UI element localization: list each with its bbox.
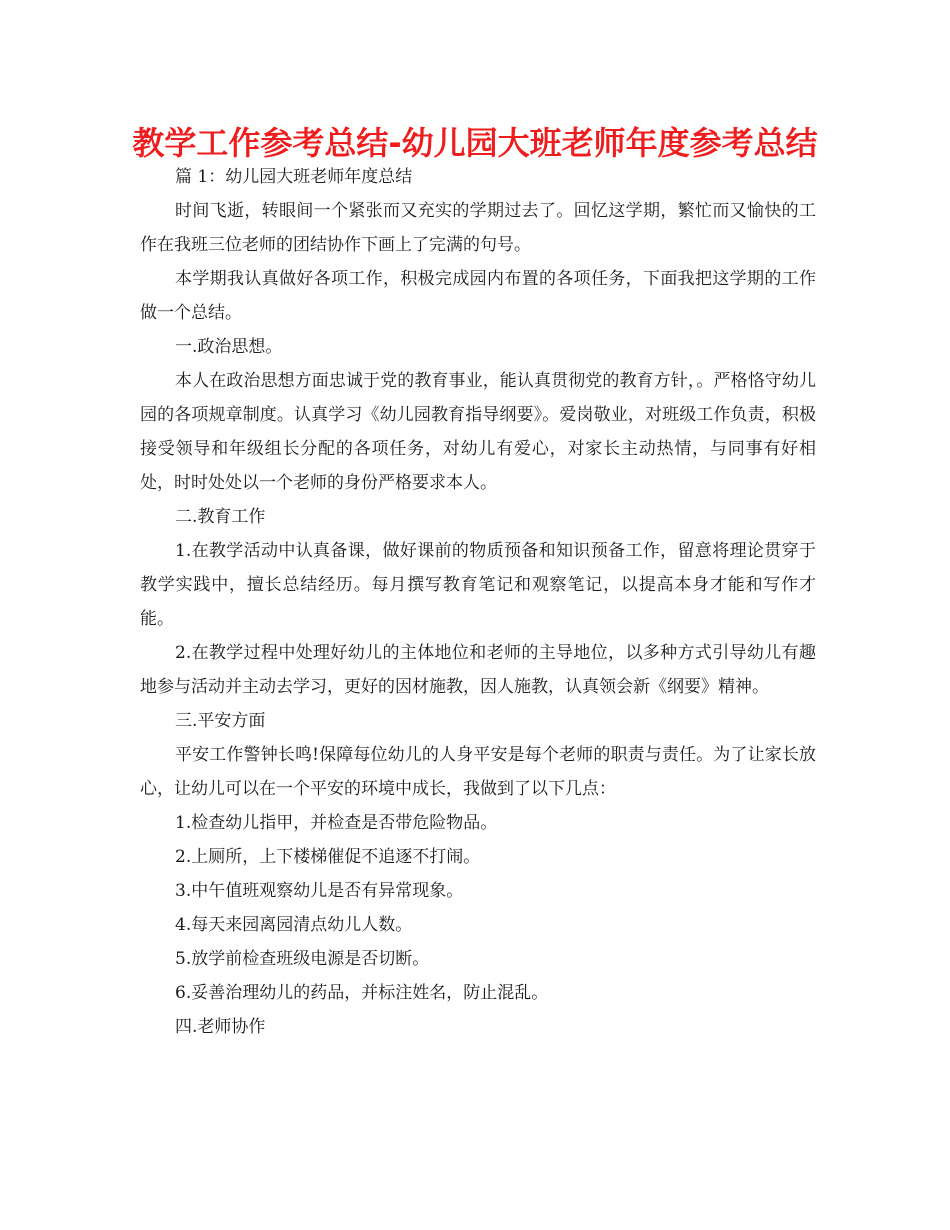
list-item-safety-6: 6.妥善治理幼儿的药品，并标注姓名，防止混乱。 [175, 983, 549, 1003]
paragraph-safety: 平安工作警钟长鸣!保障每位幼儿的人身平安是每个老师的职责与责任。为了让家长放心，让幼儿可以在一个平安的环境中成长，我做到了以下几点： [140, 745, 816, 799]
paragraph-intro: 时间飞逝，转眼间一个紧张而又充实的学期过去了。回忆这学期，繁忙而又愉快的工作在我班三位老师的团结协作下画上了完满的句号。 [140, 201, 816, 255]
list-item-safety-5: 5.放学前检查班级电源是否切断。 [175, 949, 430, 969]
paragraph-education-2: 2.在教学过程中处理好幼儿的主体地位和老师的主导地位，以多种方式引导幼儿有趣地参与活动并主动去学习，更好的因材施教，因人施教，认真领会新《纲要》精神。 [140, 643, 816, 697]
list-item-safety-1: 1.检查幼儿指甲，并检查是否带危险物品。 [175, 813, 498, 833]
list-item-safety-3: 3.中午值班观察幼儿是否有异常现象。 [175, 881, 464, 901]
section-heading-safety: 三.平安方面 [175, 711, 266, 731]
list-item-safety-2: 2.上厕所，上下楼梯催促不追逐不打闹。 [175, 847, 481, 867]
section-heading-article-1: 篇 1：幼儿园大班老师年度总结 [175, 167, 413, 187]
section-heading-cooperation: 四.老师协作 [175, 1017, 266, 1037]
list-item-safety-4: 4.每天来园离园清点幼儿人数。 [175, 915, 413, 935]
document-body [140, 160, 816, 1044]
paragraph-education-1: 1.在教学活动中认真备课，做好课前的物质预备和知识预备工作，留意将理论贯穿于教学实践中，擅长总结经历。每月撰写教育笔记和观察笔记，以提高本身才能和写作才能。 [140, 541, 816, 629]
section-heading-education: 二.教育工作 [175, 507, 266, 527]
document-title: 教学工作参考总结-幼儿园大班老师年度参考总结 [132, 124, 818, 162]
section-heading-politics: 一.政治思想。 [175, 337, 283, 357]
paragraph-summary-intro: 本学期我认真做好各项工作，积极完成园内布置的各项任务，下面我把这学期的工作做一个总结。 [140, 269, 816, 323]
paragraph-politics: 本人在政治思想方面忠诚于党的教育事业，能认真贯彻党的教育方针，。严格恪守幼儿园的各项规章制度。认真学习《幼儿园教育指导纲要》。爱岗敬业，对班级工作负责，积极接受领导和年级组长分配的各项任务，对幼儿有爱心，对家长主动热情，与同事有好相处，时时处处以一个老师的身份严格要求本人。 [140, 371, 816, 493]
